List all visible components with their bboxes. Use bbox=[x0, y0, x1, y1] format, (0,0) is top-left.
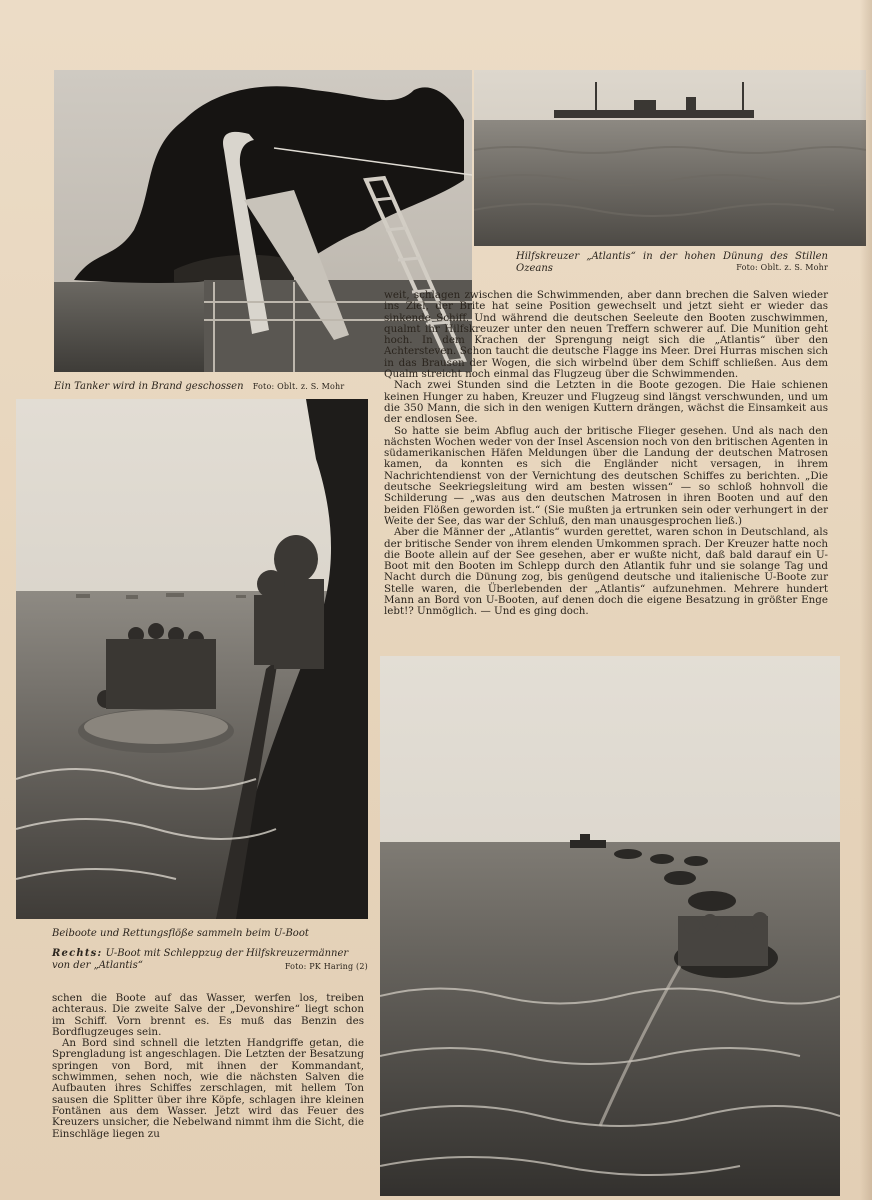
caption-right-credit: Foto: PK Haring (2) bbox=[284, 962, 368, 971]
caption-ship-text: Hilfskreuzer „Atlantis“ in der hohen Dünung des Stillen Ozeans bbox=[516, 251, 828, 274]
article-paragraph: Nach zwei Stunden sind die Letzten in die Boote gezogen. Die Haie schienen keinen Hunger zu haben, Kreuzer und Flugzeug sind längst verschwunden, und um die 350 Mann, die sich in den wenigen Kuttern drängen, wächst die Einsamkeit aus der endlosen See. bbox=[384, 379, 828, 426]
article-paragraph: weit, schlagen zwischen die Schwimmenden, aber dann brechen die Salven wieder ins Ziel, der Brite hat seine Position gewechselt und jetzt sieht er wieder das sinkende Schiff. Und während die deutschen Seeleute den Booten zuschwimmen, qualmt ihr Hilfskreuzer unter den neuen Treffern schwerer auf. Die Munition geht hoch. In dem Krachen der Sprengung neigt sich die „Atlantis“ über den Achtersteven. Schon taucht die deutsche Flagge ins Meer. Drei Hurras mischen sich in das Brausen der Wogen, die sich wirbelnd über dem Schiff schließen. Aus dem Qualm streicht noch einmal das Flugzeug über die Schwimmenden. bbox=[384, 289, 828, 381]
caption-right-label: Rechts: bbox=[52, 948, 103, 959]
rafts-photo-image bbox=[16, 399, 368, 919]
photo-uboat-tow bbox=[380, 656, 840, 1196]
photo-ship-horizon bbox=[474, 70, 866, 246]
ship-photo-image bbox=[474, 70, 866, 246]
article-paragraph: An Bord sind schnell die letzten Handgriffe getan, die Sprengladung ist angeschlagen. Die Letzten der Besatzung springen von Bord, mit ihnen der Kommandant, schwimmen, sehen noch, wie die nächsten Salven die Aufbauten ihres Schiffes zerschlagen, mit hellem Ton sausen die Splitter über ihre Köpfe, schlagen ihre kleinen Fontänen aus dem Wasser. Jetzt wird das Feuer des Kreuzers unsicher, die Nebelwand nimmt ihm die Sicht, die Einschläge liegen zu bbox=[52, 1037, 364, 1140]
caption-right-photo bbox=[52, 948, 368, 972]
page-edge-shadow bbox=[860, 0, 872, 1200]
caption-tanker-credit: Foto: Oblt. z. S. Mohr bbox=[252, 382, 345, 391]
caption-right-text: U-Boot mit Schleppzug der Hilfskreuzermänner von der „Atlantis“ bbox=[52, 948, 349, 971]
article-paragraph: So hatte sie beim Abflug auch der britische Flieger gesehen. Und als nach den nächsten Wochen weder von der Insel Ascension noch von den britischen Agenten in südamerikanischen Häfen Meldungen über die Landung der deutschen Matrosen kamen, da konnten es sich die Engländer nicht versagen, in ihrem Nachrichtendienst von der Vernichtung des deutschen Schiffes zu berichten. „Die deutsche Seekriegsleitung wird am besten wissen“ — so schloß hohnvoll die Schilderung — „was aus den deutschen Matrosen in ihren Booten und auf den beiden Flößen geworden ist.“ (Sie mußten ja ertrunken sein oder verhungert in der Weite der See, das war der Schluß, den man unausgesprochen ließ.) bbox=[384, 424, 828, 527]
article-paragraph: schen die Boote auf das Wasser, werfen los, treiben achteraus. Die zweite Salve der „Devonshire“ liegt schon im Schiff. Vorn brennt es. Es muß das Benzin des Bordflugzeuges sein. bbox=[52, 992, 364, 1038]
caption-rafts-text: Beiboote und Rettungsflöße sammeln beim U-Boot bbox=[52, 928, 309, 939]
article-right-column bbox=[384, 290, 828, 618]
article-paragraph: Aber die Männer der „Atlantis“ wurden gerettet, waren schon in Deutschland, als der britische Sender von ihrem elenden Umkommen sprach. Der Kreuzer hatte noch die Boote allein auf der See gesehen, aber er wußte nicht, daß bald darauf ein U-Boot mit den Booten im Schlepp durch den Atlantik fuhr und sie solange Tag und Nacht durch die Dünung zog, bis genügend deutsche und italienische U-Boote zur Stelle waren, die Überlebenden der „Atlantis“ aufzunehmen. Mehrere hundert Mann an Bord von U-Booten, auf denen doch die eigene Besatzung in größter Enge lebt!? Unmöglich. — Und es ging doch. bbox=[384, 526, 828, 618]
caption-ship-credit: Foto: Oblt. z. S. Mohr bbox=[736, 263, 828, 272]
tow-photo-image bbox=[380, 656, 840, 1196]
caption-ship bbox=[516, 251, 828, 275]
caption-rafts bbox=[52, 928, 370, 940]
photo-rafts-at-uboat bbox=[16, 399, 368, 919]
caption-tanker-text: Ein Tanker wird in Brand geschossen bbox=[54, 381, 244, 392]
article-left-column bbox=[52, 993, 364, 1140]
